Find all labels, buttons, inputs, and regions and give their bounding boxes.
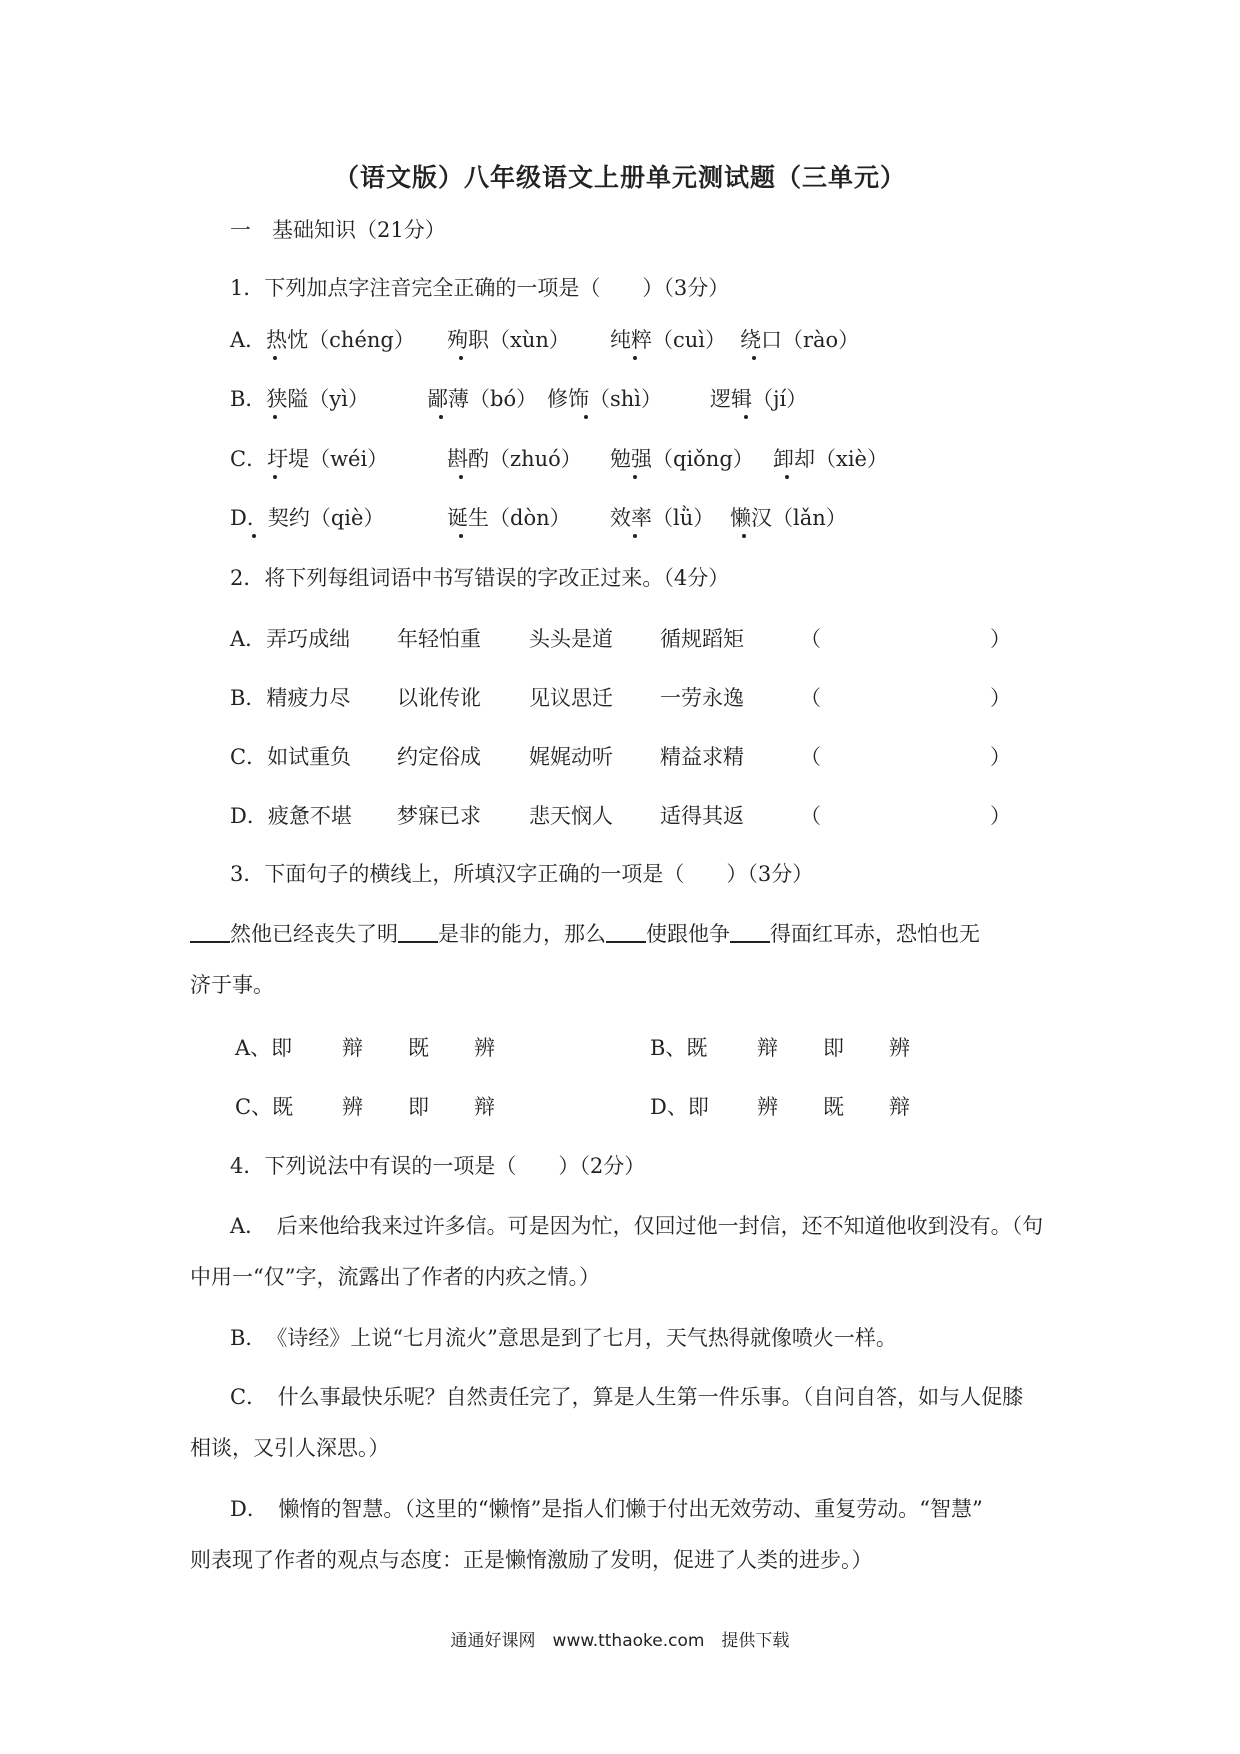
option-d-word-2: 诞生（dòn） [447, 506, 571, 530]
row-a-word-2: 年轻怕重 [397, 627, 481, 651]
row-b-word-2: 以讹传讹 [397, 686, 481, 710]
sentence-part-4: 得面红耳赤，恐怕也无 [770, 922, 980, 946]
q3-a-2: 辩 [342, 1036, 363, 1060]
row-b-word-1: B．精疲力尽 [230, 686, 351, 710]
option-c-word-3: 勉强（qiǒng） [610, 447, 754, 471]
q3-a-1: A、即 [235, 1036, 293, 1060]
q3-b-2: 辩 [757, 1036, 778, 1060]
question-4-stem: 4．下列说法中有误的一项是（ ）（2分） [230, 1154, 646, 1178]
option-d-word-3: 效率（lǜ） [610, 506, 715, 530]
q4-option-c-line-1: C． 什么事最快乐呢？自然责任完了，算是人生第一件乐事。（自问自答，如与人促膝 [230, 1385, 1024, 1409]
option-b-word-2: 鄙薄（bó） [427, 387, 538, 411]
sentence-part-1: 然他已经丧失了明 [230, 922, 398, 946]
q4-option-c-line-2: 相谈，又引人深思。） [190, 1436, 390, 1460]
fill-blank-1[interactable] [190, 921, 230, 943]
answer-close-bracket: ） [990, 745, 1011, 769]
answer-close-bracket: ） [990, 804, 1011, 828]
option-a-word-4: 绕口（rào） [740, 328, 860, 352]
row-a-word-1: A．弄巧成绌 [230, 627, 351, 651]
answer-open-bracket: （ [800, 804, 821, 828]
q4-option-d-line-1: D． 懒惰的智慧。（这里的“懒惰”是指人们懒于付出无效劳动、重复劳动。“智慧” [230, 1497, 983, 1521]
question-1-stem: 1．下列加点字注音完全正确的一项是（ ）（3分） [230, 276, 730, 300]
sentence-part-3: 使跟他争 [646, 922, 730, 946]
q3-d-1: D、即 [650, 1095, 709, 1119]
q3-d-2: 辨 [757, 1095, 778, 1119]
option-b-word-3: 修饰（shì） [547, 387, 663, 411]
question-3-sentence-end: 济于事。 [190, 973, 274, 997]
section-heading: 一 基础知识（21分） [230, 218, 446, 242]
option-a-word-2: 殉职（xùn） [447, 328, 570, 352]
fill-blank-4[interactable] [730, 921, 770, 943]
q4-option-d-line-2: 则表现了作者的观点与态度：正是懒惰激励了发明，促进了人类的进步。） [190, 1548, 873, 1572]
q3-d-3: 既 [823, 1095, 844, 1119]
q4-option-b-line-1: B． 《诗经》上说“七月流火”意思是到了七月，天气热得就像喷火一样。 [230, 1326, 897, 1350]
question-3-sentence [190, 918, 980, 948]
fill-blank-2[interactable] [398, 921, 438, 943]
answer-close-bracket: ） [990, 627, 1011, 651]
option-d-word-4: 懒汉（lǎn） [730, 506, 847, 530]
q3-c-1: C、既 [235, 1095, 294, 1119]
row-c-word-4: 精益求精 [660, 745, 744, 769]
option-c-word-2: 斟酌（zhuó） [447, 447, 582, 471]
row-c-word-3: 娓娓动听 [529, 745, 613, 769]
answer-close-bracket: ） [990, 686, 1011, 710]
q3-c-2: 辨 [342, 1095, 363, 1119]
answer-open-bracket: （ [800, 627, 821, 651]
option-a-word-1: A．热忱（chéng） [230, 328, 415, 352]
row-b-word-4: 一劳永逸 [660, 686, 744, 710]
option-c-word-4: 卸却（xiè） [773, 447, 888, 471]
page-footer: 通通好课网 www.tthaoke.com 提供下载 [450, 1631, 790, 1651]
row-a-word-4: 循规蹈矩 [660, 627, 744, 651]
option-b-word-4: 逻辑（jí） [710, 387, 808, 411]
question-3-stem: 3．下面句子的横线上，所填汉字正确的一项是（ ）（3分） [230, 862, 814, 886]
page-title: （语文版）八年级语文上册单元测试题（三单元） [333, 163, 906, 192]
q3-b-4: 辨 [889, 1036, 910, 1060]
q4-option-a-line-2: 中用一“仅”字，流露出了作者的内疚之情。） [190, 1265, 600, 1289]
q4-option-a-line-1: A． 后来他给我来过许多信。可是因为忙，仅回过他一封信，还不知道他收到没有。（句 [230, 1214, 1044, 1238]
option-a-word-3: 纯粹（cuì） [610, 328, 727, 352]
row-a-word-3: 头头是道 [529, 627, 613, 651]
row-c-word-2: 约定俗成 [397, 745, 481, 769]
row-d-word-4: 适得其返 [660, 804, 744, 828]
sentence-part-2: 是非的能力，那么 [438, 922, 606, 946]
q3-c-4: 辩 [474, 1095, 495, 1119]
row-b-word-3: 见议思迁 [529, 686, 613, 710]
q3-b-3: 即 [823, 1036, 844, 1060]
row-c-word-1: C．如试重负 [230, 745, 352, 769]
row-d-word-3: 悲天悯人 [529, 804, 613, 828]
row-d-word-2: 梦寐已求 [397, 804, 481, 828]
option-b-word-1: B．狭隘（yì） [230, 387, 370, 411]
q3-a-3: 既 [408, 1036, 429, 1060]
row-d-word-1: D．疲惫不堪 [230, 804, 352, 828]
q3-d-4: 辩 [889, 1095, 910, 1119]
option-c-word-1: C．圩堤（wéi） [230, 447, 389, 471]
option-d-word-1: D．契约（qiè） [230, 506, 385, 530]
q3-b-1: B、既 [650, 1036, 708, 1060]
answer-open-bracket: （ [800, 686, 821, 710]
q3-c-3: 即 [408, 1095, 429, 1119]
question-2-stem: 2．将下列每组词语中书写错误的字改正过来。（4分） [230, 566, 730, 590]
q3-a-4: 辨 [474, 1036, 495, 1060]
fill-blank-3[interactable] [606, 921, 646, 943]
answer-open-bracket: （ [800, 745, 821, 769]
